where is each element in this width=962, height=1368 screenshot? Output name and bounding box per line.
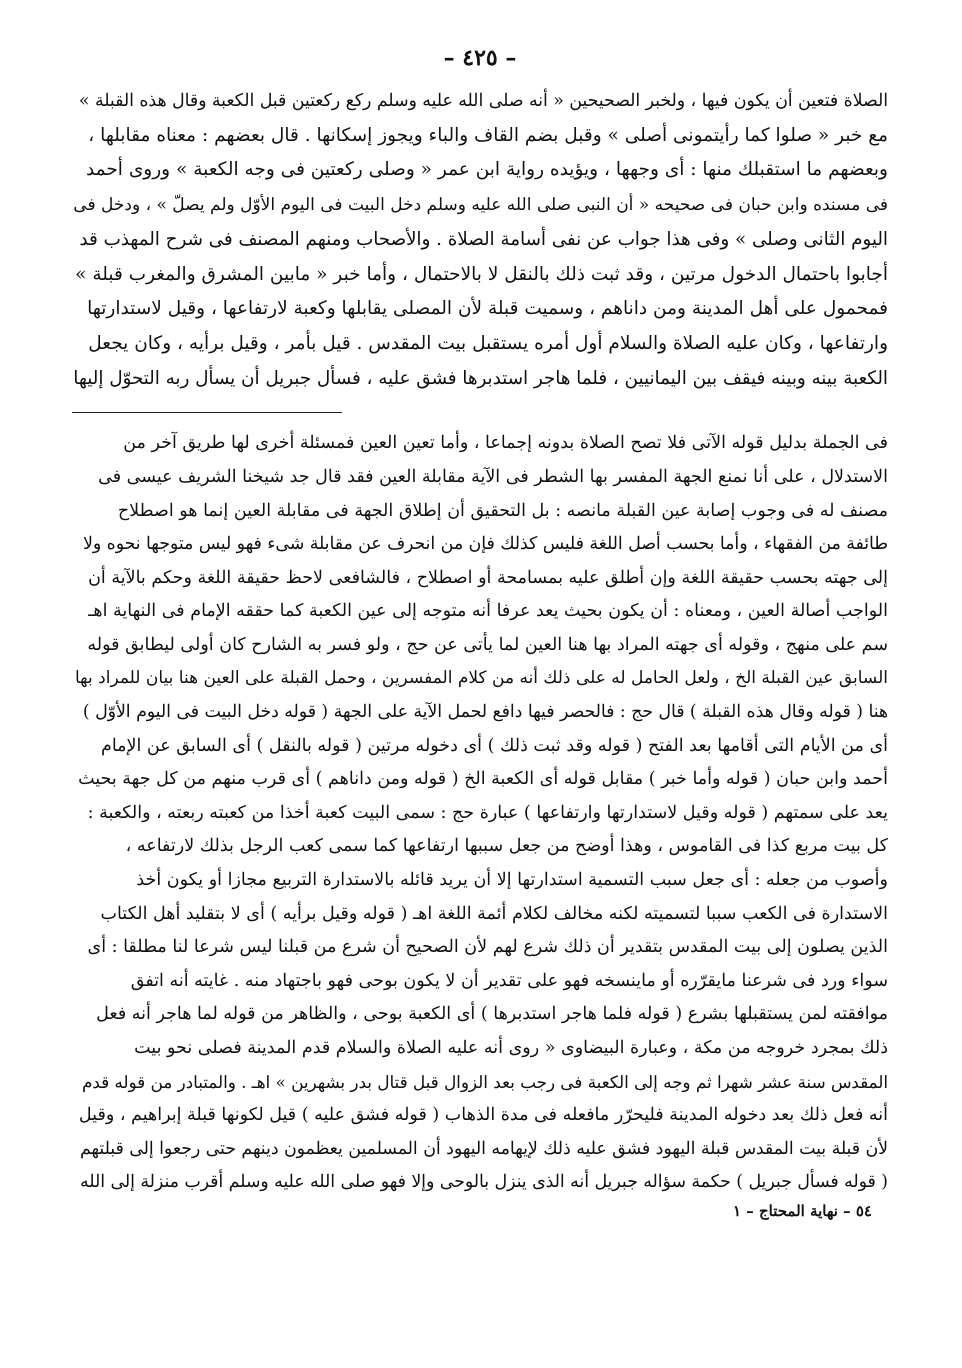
book-page	[72, 38, 888, 1338]
main-text	[72, 84, 888, 396]
footnote-line: مصنف له فى وجوب إصابة عين القبلة مانصه : بل التحقيق أن إطلاق الجهة فى مقابلة العين إنما هو اصطلاح	[117, 500, 888, 521]
footnote-line: طائفة من الفقهاء ، وأما بحسب أصل اللغة فليس كذلك فإن من انحرف عن مقابلة شىء فهو ليس متوجها نحوه ولا	[83, 534, 888, 555]
footnotes	[72, 427, 888, 1200]
main-text-line: مع خبر « صلوا كما رأيتمونى أصلى » وقبل بضم القاف والباء ويجوز إسكانها . قال بعضهم : معناه مقابلها ،	[88, 124, 888, 146]
footnote-line: يعد على سمتهم ( قوله وقيل لاستدارتها وارتفاعها ) عبارة حج : سمى البيت كعبة أخذا من كعبته ربعته ، والكعبة :	[87, 802, 888, 823]
footnote-divider	[72, 412, 342, 413]
footnote-line: أحمد وابن حبان ( قوله وأما خبر ) مقابل قوله أى الكعبة الخ ( قوله ومن داناهم ) أى قرب منهم من كل جهة بحيث	[78, 769, 888, 790]
footnote-line: إلى جهته بحسب حقيقة اللغة وإن أطلق عليه بمسامحة أو اصطلاح ، فالشافعى لاحظ حقيقة اللغة وحكم بالآية أن	[88, 567, 888, 588]
main-text-line: وارتفاعها ، وكان عليه الصلاة والسلام أول أمره يستقبل بيت المقدس . قيل بأمر ، وقيل برأيه ، وكان يجعل	[88, 332, 888, 354]
footnote-line: أنه فعل ذلك بعد دخوله المدينة فليحرّر مافعله فى مدة الذهاب ( قوله فشق عليه ) قيل لكونها قبلة إبراهيم ، وقيل	[78, 1105, 888, 1126]
page-signature: ٥٤ – نهاية المحتاج – ١	[732, 1201, 872, 1220]
footnote-line: السابق عين القبلة الخ ، ولعل الحامل له على ذلك أنه من كلام المفسرين ، وحمل القبلة على العين هنا بيان للمراد بها	[75, 668, 888, 689]
page-number: – ٤٢٥ –	[443, 45, 517, 71]
footnote-line: المقدس سنة عشر شهرا ثم وجه إلى الكعبة فى رجب بعد الزوال قبل قتال بدر بشهرين » اهـ . والمتبادر من قوله قدم	[81, 1071, 888, 1092]
footnote-line: ( قوله فسأل جبريل ) حكمة سؤاله جبريل أنه الذى ينزل بالوحى وإلا فهو صلى الله عليه وسلم أقرب منزلة إلى الله	[80, 1172, 888, 1193]
footnote-line: سم على منهج ، وقوله أى جهته المراد بها هنا العين لما يأتى عن حج ، ولو فسر به الشارح كان أولى ليطابق قوله	[87, 634, 888, 655]
footnote-line: الذين يصلون إلى بيت المقدس بتقدير أن ذلك شرع لهم لأن الصحيح أن شرع من قبلنا ليس شرعا لنا مطلقا : أى	[87, 937, 888, 958]
footnote-line: موافقته لمن يستقبلها بشرع ( قوله فلما هاجر استدبرها ) أى الكعبة بوحى ، والظاهر من قوله لما هاجر أنه فعل	[96, 1004, 888, 1025]
footnote-line: لأن قبلة بيت المقدس قبلة اليهود فشق عليه ذلك لإيهامه اليهود أن المسلمين يعظمون دينهم حتى رجعوا إلى قبلتهم	[79, 1138, 888, 1159]
footnote-line: سواء ورد فى شرعنا مايقرّره أو ماينسخه فهو على تقدير أن لا يكون بوحى فهو باجتهاد منه . غايته أنه اتفق	[130, 970, 888, 991]
main-text-line: الصلاة فتعين أن يكون فيها ، ولخبر الصحيحين « أنه صلى الله عليه وسلم ركع ركعتين قبل الكعبة وقال هذه القبلة »	[78, 91, 888, 111]
main-text-line: الكعبة بينه وبينه فيقف بين اليمانيين ، فلما هاجر استدبرها فشق عليه ، فسأل جبريل أن يسأل ربه التحوّل إليها	[73, 367, 888, 389]
footnote-line: الاستدارة فى الكعب سببا لتسميته لكنه مخالف لكلام أئمة اللغة اهـ ( قوله وقيل برأيه ) أى لا بتقليد أهل الكتاب	[100, 903, 888, 924]
footnote-line: وأصوب من جعله : أى جعل سبب التسمية استدارتها إلا أن يريد قائله بالاستدارة التربيع مجازا أو يكون أخذ	[136, 870, 888, 891]
footnote-line: ذلك بمجرد خروجه من مكة ، وعبارة البيضاوى « روى أنه عليه الصلاة والسلام قدم المدينة فصلى نحو بيت	[134, 1038, 888, 1059]
footnote-line: هنا ( قوله وقال هذه القبلة ) قال حج : فالحصر فيها دافع لحمل الآية على الجهة ( قوله دخل البيت فى اليوم الأوّل )	[82, 702, 888, 723]
main-text-line: أجابوا باحتمال الدخول مرتين ، وقد ثبت ذلك بالنقل لا بالاحتمال ، وأما خبر « مابين المشرق والمغرب قبلة »	[75, 263, 888, 285]
main-text-line: وبعضهم ما استقبلك منها : أى وجهها ، ويؤيده رواية ابن عمر « وصلى ركعتين فى وجه الكعبة » وروى أحمد	[85, 159, 888, 181]
main-text-line: فى مسنده وابن حبان فى صحيحه « أن النبى صلى الله عليه وسلم دخل البيت فى اليوم الأوّل ولم يصلّ » ، ودخل فى	[73, 195, 888, 216]
footnote-line: فى الجملة بدليل قوله الآتى فلا تصح الصلاة بدونه إجماعا ، وأما تعين العين فمسئلة أخرى لها طريق آخر من	[123, 433, 888, 454]
main-text-line: فمحمول على أهل المدينة ومن داناهم ، وسميت قبلة لأن المصلى يقابلها وكعبة لارتفاعها ، وقيل لاستدارتها	[87, 298, 888, 320]
footnote-line: الاستدلال ، على أنا نمنع الجهة المفسر بها الشطر فى الآية مقابلة العين فقد قال جد شيخنا الشريف عيسى فى	[98, 466, 888, 487]
main-text-line: اليوم الثانى وصلى » وفى هذا جواب عن نفى أسامة الصلاة . والأصحاب ومنهم المصنف فى شرح المهذب قد	[79, 228, 888, 250]
footnote-line: الواجب أصالة العين ، ومعناه : أن يكون بحيث يعد عرفا أنه متوجه إلى عين الكعبة كما حققه الإمام فى النهاية اهـ	[88, 601, 888, 622]
footnote-line: أى من الأيام التى أقامها بعد الفتح ( قوله وقد ثبت ذلك ) أى دخوله مرتين ( قوله بالنقل ) أى السابق عن الإمام	[100, 735, 888, 756]
footnote-line: كل بيت مربع كذا فى القاموس ، وهذا أوضح من جعل سببها ارتفاعها كما سمى كعب الرجل بذلك لارتفاعه ،	[125, 836, 888, 857]
